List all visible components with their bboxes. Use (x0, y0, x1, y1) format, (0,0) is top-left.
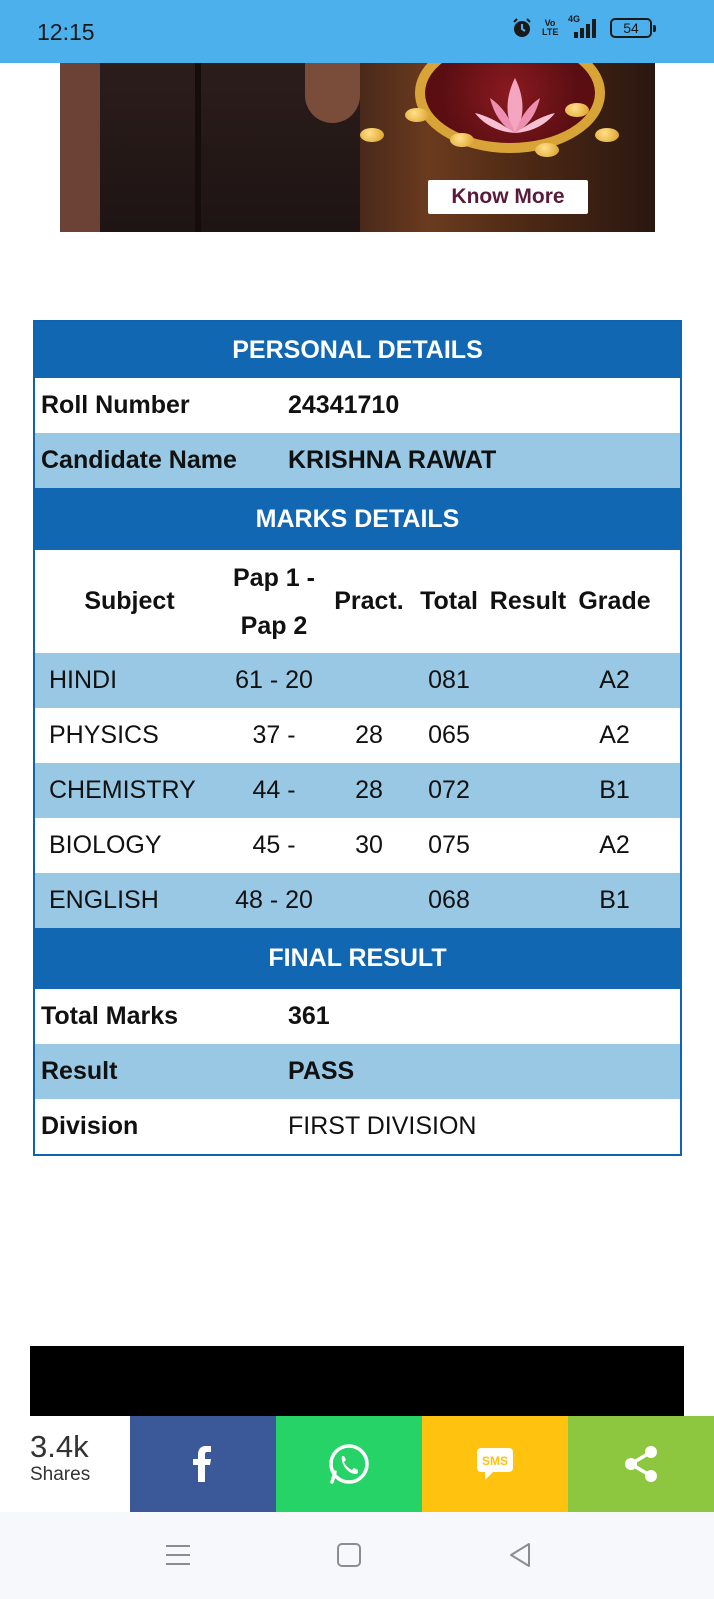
col-subject: Subject (84, 587, 175, 615)
personal-details-header: PERSONAL DETAILS (35, 322, 680, 378)
share-count (0, 1416, 130, 1512)
total-cell: 081 (428, 666, 470, 694)
roll-number-label: Roll Number (41, 391, 190, 419)
practical-cell: 28 (355, 721, 383, 749)
roll-number-value: 24341710 (288, 391, 400, 419)
paper-cell: 45 - (252, 831, 296, 859)
network-label: 4G (568, 14, 581, 24)
result-table (33, 320, 682, 1156)
grade-cell: A2 (599, 721, 630, 749)
menu-icon[interactable] (163, 1540, 193, 1570)
subject-cell: HINDI (49, 666, 118, 694)
total-marks-label: Total Marks (41, 1002, 179, 1030)
paper-cell: 61 - 20 (235, 666, 313, 694)
battery-icon: 54 (610, 18, 652, 38)
grade-cell: A2 (599, 666, 630, 694)
practical-cell: 30 (355, 831, 383, 859)
share-icon (621, 1444, 661, 1484)
ad-banner[interactable] (60, 63, 655, 232)
ad-placeholder[interactable] (30, 1346, 684, 1416)
sms-label: SMS (481, 1454, 509, 1468)
division-label: Division (41, 1112, 139, 1140)
home-square-icon[interactable] (334, 1540, 364, 1570)
result-value: PASS (288, 1057, 355, 1085)
candidate-name-row (35, 433, 680, 488)
subject-cell: BIOLOGY (49, 831, 162, 859)
marks-details-header: MARKS DETAILS (35, 488, 680, 550)
back-triangle-icon[interactable] (505, 1540, 535, 1570)
facebook-icon (191, 1446, 215, 1482)
total-marks-value: 361 (288, 1002, 330, 1030)
subject-cell: CHEMISTRY (49, 776, 196, 804)
col-result: Result (489, 587, 567, 615)
whatsapp-share-button[interactable] (276, 1416, 422, 1512)
result-row (35, 1044, 680, 1099)
share-bar (0, 1416, 714, 1512)
grade-cell: B1 (599, 886, 630, 914)
know-more-button[interactable]: Know More (428, 180, 588, 214)
total-cell: 065 (428, 721, 470, 749)
generic-share-button[interactable] (568, 1416, 714, 1512)
col-paper (224, 554, 324, 650)
grade-cell: A2 (599, 831, 630, 859)
lotus-icon (470, 68, 560, 138)
status-time: 12:15 (37, 19, 95, 45)
marks-column-headers (35, 550, 680, 653)
col-practical: Pract. (334, 587, 404, 615)
col-grade: Grade (578, 587, 651, 615)
total-cell: 075 (428, 831, 470, 859)
share-count-number: 3.4k (30, 1429, 89, 1464)
alarm-icon (512, 18, 532, 38)
col-total: Total (420, 587, 478, 615)
grade-cell: B1 (599, 776, 630, 804)
table-row (35, 763, 680, 818)
practical-cell: 28 (355, 776, 383, 804)
total-cell: 072 (428, 776, 470, 804)
paper-cell: 37 - (252, 721, 296, 749)
total-marks-row (35, 989, 680, 1044)
table-row (35, 708, 680, 763)
col-paper-line1: Pap 1 - (233, 563, 315, 592)
subject-cell: PHYSICS (49, 721, 159, 749)
facebook-share-button[interactable] (130, 1416, 276, 1512)
subject-cell: ENGLISH (49, 886, 159, 914)
paper-cell: 48 - 20 (235, 886, 313, 914)
ad-person-image (60, 63, 360, 232)
roll-number-row (35, 378, 680, 433)
total-cell: 068 (428, 886, 470, 914)
table-row (35, 873, 680, 928)
candidate-name-value: KRISHNA RAWAT (288, 446, 497, 474)
final-result-header: FINAL RESULT (35, 928, 680, 989)
whatsapp-icon (328, 1443, 370, 1485)
candidate-name-label: Candidate Name (41, 446, 237, 474)
sms-icon (475, 1446, 515, 1482)
division-row (35, 1099, 680, 1154)
sms-share-button[interactable] (422, 1416, 568, 1512)
status-bar (0, 0, 714, 63)
volte-icon: Vo LTE (542, 18, 559, 37)
signal-icon (568, 14, 600, 38)
table-row (35, 818, 680, 873)
col-paper-line2: Pap 2 (240, 611, 308, 640)
division-value: FIRST DIVISION (288, 1112, 477, 1140)
result-label: Result (41, 1057, 118, 1085)
paper-cell: 44 - (252, 776, 296, 804)
share-count-label: Shares (30, 1464, 91, 1485)
status-icons (512, 14, 652, 38)
system-nav-bar (0, 1512, 714, 1599)
table-row (35, 653, 680, 708)
